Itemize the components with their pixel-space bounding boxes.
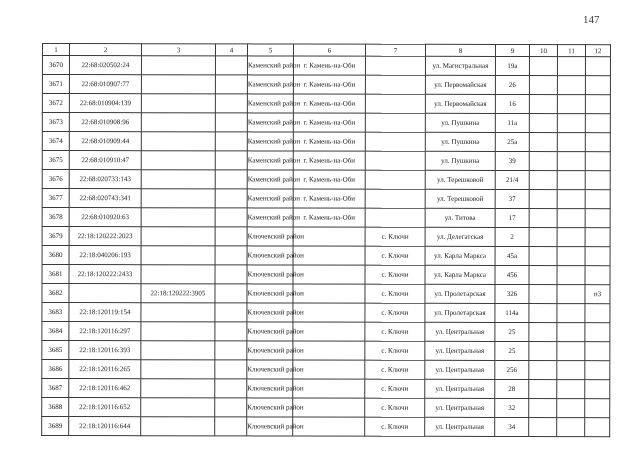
cell-column-4 [215, 75, 247, 94]
cell-column-11 [557, 380, 585, 399]
cell-district: Ключевский район [247, 398, 293, 417]
cell-column-11 [557, 361, 585, 380]
cell-house-number: 34 [495, 417, 529, 436]
cell-column-12 [585, 304, 610, 323]
cell-column-4 [215, 303, 247, 322]
cell-village [365, 94, 425, 113]
register-table [41, 43, 611, 437]
cell-town [293, 303, 365, 322]
cell-column-11 [557, 95, 585, 114]
cell-town: г. Камень-на-Оби [293, 208, 365, 227]
cell-number: 3686 [42, 360, 69, 379]
cell-house-number: 39 [495, 151, 529, 170]
cell-district: Каменский район [247, 113, 293, 132]
cell-house-number: 17 [495, 208, 529, 227]
table-row [42, 132, 610, 152]
cell-number: 3683 [42, 303, 69, 322]
cell-town: г. Камень-на-Оби [293, 113, 365, 132]
cell-village [365, 170, 425, 189]
cell-district: Ключевский район [247, 322, 293, 341]
cell-cadastral-number: 22:18:040206:193 [69, 246, 141, 265]
cell-column-10 [529, 285, 557, 304]
cell-column-10 [529, 380, 557, 399]
cell-column-4 [215, 341, 247, 360]
cell-house-number: 19а [495, 56, 529, 75]
cell-district: Каменский район [247, 208, 293, 227]
cell-house-number: 45а [495, 246, 529, 265]
cell-district: Каменский район [247, 75, 293, 94]
cell-number: 3673 [42, 113, 69, 132]
cell-column-3 [141, 360, 215, 379]
cell-number: 3688 [42, 398, 69, 417]
cell-town: г. Камень-на-Оби [293, 170, 365, 189]
cell-column-10 [529, 399, 557, 418]
cell-town: г. Камень-на-Оби [293, 189, 365, 208]
table-row [42, 151, 610, 171]
cell-cadastral-number: 22:68:020733:143 [69, 170, 141, 189]
cell-column-4 [215, 170, 247, 189]
table-row [42, 227, 610, 247]
table-row [42, 398, 610, 418]
cell-street: ул. Пролетарская [425, 284, 495, 303]
page-number: 147 [583, 14, 600, 26]
cell-column-12 [585, 380, 610, 399]
table-row [42, 208, 610, 228]
cell-cadastral-number: 22:68:020502:24 [69, 56, 141, 75]
cell-column-4 [215, 322, 247, 341]
cell-column-3 [141, 322, 215, 341]
cell-village [365, 151, 425, 170]
cell-number: 3676 [42, 170, 69, 189]
cell-house-number: 26 [495, 75, 529, 94]
cell-town [293, 322, 365, 341]
cell-town [293, 398, 365, 417]
cell-column-3 [141, 94, 215, 113]
cell-village: с. Ключи [365, 417, 425, 436]
cell-village: с. Ключи [365, 265, 425, 284]
cell-house-number: 37 [495, 189, 529, 208]
cell-house-number: 326 [495, 284, 529, 303]
column-header: 9 [495, 44, 529, 56]
cell-column-12 [585, 209, 610, 228]
cell-column-12 [585, 247, 610, 266]
cell-column-3 [141, 75, 215, 94]
cell-street: ул. Центральная [425, 398, 495, 417]
cell-column-11 [557, 76, 585, 95]
cell-column-10 [529, 228, 557, 247]
cell-column-12 [585, 342, 610, 361]
cell-cadastral-number: 22:18:120116:652 [69, 398, 141, 417]
table-row [42, 303, 610, 323]
cell-column-3 [141, 341, 215, 360]
cell-cadastral-number: 22:18:120222:2023 [69, 227, 141, 246]
cell-column-4 [215, 208, 247, 227]
cell-column-11 [557, 209, 585, 228]
cell-column-4 [215, 113, 247, 132]
cell-street: ул. Центральная [425, 360, 495, 379]
cell-column-4 [215, 379, 247, 398]
column-header: 5 [247, 44, 293, 56]
table-row [42, 284, 610, 304]
cell-column-10 [529, 361, 557, 380]
cell-column-4 [215, 360, 247, 379]
cell-number: 3684 [42, 322, 69, 341]
column-header: 7 [365, 44, 425, 56]
cell-number: 3677 [42, 189, 69, 208]
cell-house-number: 21/4 [495, 170, 529, 189]
cell-column-4 [215, 189, 247, 208]
cell-number: 3680 [42, 246, 69, 265]
cell-column-10 [529, 76, 557, 95]
cell-village [365, 132, 425, 151]
cell-cadastral-number: 22:68:010904:139 [69, 94, 141, 113]
table-row [42, 113, 610, 133]
cell-town [293, 284, 365, 303]
cell-house-number: 11а [495, 113, 529, 132]
cell-column-11 [557, 304, 585, 323]
cell-village: с. Ключи [365, 227, 425, 246]
cell-column-11 [557, 57, 585, 76]
cell-town [293, 265, 365, 284]
cell-street: ул. Магистральная [425, 56, 495, 75]
cell-column-10 [529, 247, 557, 266]
cell-house-number: 456 [495, 265, 529, 284]
cell-column-10 [529, 152, 557, 171]
cell-column-12 [585, 228, 610, 247]
cell-column-11 [557, 247, 585, 266]
cell-column-12 [585, 399, 610, 418]
cell-column-10 [529, 323, 557, 342]
table-row [42, 360, 610, 380]
cell-column-10 [529, 190, 557, 209]
column-header: 11 [557, 45, 585, 57]
cell-cadastral-number: 22:68:010920:63 [69, 208, 141, 227]
cell-cadastral-number: 22:68:010908:96 [69, 113, 141, 132]
cell-district: Каменский район [247, 94, 293, 113]
cell-column-4 [215, 151, 247, 170]
cell-district: Каменский район [247, 170, 293, 189]
cell-house-number: 16 [495, 94, 529, 113]
cell-street: ул. Пушкина [425, 132, 495, 151]
cell-cadastral-number: 22:18:120116:644 [69, 417, 141, 436]
cell-column-10 [529, 266, 557, 285]
cell-street: ул. Центральная [425, 341, 495, 360]
cell-district: Ключевский район [247, 341, 293, 360]
cell-column-10 [529, 133, 557, 152]
table-row [42, 170, 610, 190]
cell-district: Каменский район [247, 151, 293, 170]
cell-column-4 [215, 265, 247, 284]
cell-column-12 [585, 76, 610, 95]
table-row [42, 246, 610, 266]
cell-district: Ключевский район [247, 265, 293, 284]
cell-town [293, 341, 365, 360]
cell-number: 3689 [42, 417, 69, 436]
cell-number: 3671 [42, 75, 69, 94]
cell-column-12 [585, 114, 610, 133]
cell-town: г. Камень-на-Оби [293, 56, 365, 75]
cell-street: ул. Делегатская [425, 227, 495, 246]
cell-village [365, 189, 425, 208]
cell-column-11 [557, 152, 585, 171]
cell-street: ул. Центральная [425, 417, 495, 436]
cell-cadastral-number: 22:68:010909:44 [69, 132, 141, 151]
cell-column-3 [141, 208, 215, 227]
cell-cadastral-number: 22:18:120119:154 [69, 303, 141, 322]
cell-column-3 [141, 398, 215, 417]
cell-column-11 [557, 133, 585, 152]
cell-column-10 [529, 171, 557, 190]
cell-cadastral-number: 22:18:120116:393 [69, 341, 141, 360]
cell-column-4 [215, 398, 247, 417]
cell-street: ул. Пушкина [425, 113, 495, 132]
table-row [42, 189, 610, 209]
cell-column-12 [585, 361, 610, 380]
cell-town: г. Камень-на-Оби [293, 132, 365, 151]
cell-column-11 [557, 114, 585, 133]
cell-district: Ключевский район [247, 379, 293, 398]
cell-number: 3675 [42, 151, 69, 170]
cell-town [293, 417, 365, 436]
cell-street: ул. Центральная [425, 322, 495, 341]
cell-number: 3670 [42, 56, 69, 75]
cell-column-3 [141, 132, 215, 151]
cell-column-12 [585, 190, 610, 209]
cell-town: г. Камень-на-Оби [293, 75, 365, 94]
cell-column-3 [141, 227, 215, 246]
cell-number: 3687 [42, 379, 69, 398]
cell-column-3 [141, 56, 215, 75]
cell-village: с. Ключи [365, 379, 425, 398]
cell-column-10 [529, 95, 557, 114]
cell-column-12 [585, 418, 610, 437]
cell-town: г. Камень-на-Оби [293, 151, 365, 170]
cell-column-11 [557, 342, 585, 361]
cell-street: ул. Пролетарская [425, 303, 495, 322]
cell-cadastral-number: 22:68:020743:341 [69, 189, 141, 208]
cell-column-12 [585, 171, 610, 190]
cell-number: 3674 [42, 132, 69, 151]
cell-village [365, 113, 425, 132]
table-row [42, 94, 610, 114]
cell-column-11 [557, 285, 585, 304]
cell-district: Каменский район [247, 132, 293, 151]
column-header: 4 [215, 44, 247, 56]
cell-street: ул. Карла Маркса [425, 265, 495, 284]
cell-number: 3682 [42, 284, 69, 303]
cell-street: ул. Терешковой [425, 189, 495, 208]
cell-village: с. Ключи [365, 341, 425, 360]
cell-number: 3672 [42, 94, 69, 113]
cell-column-3 [141, 417, 215, 436]
cell-district: Ключевский район [247, 360, 293, 379]
cell-column-12 [585, 57, 610, 76]
cell-column-10 [529, 114, 557, 133]
cell-column-12 [585, 152, 610, 171]
cell-column-4 [215, 284, 247, 303]
cell-district: Ключевский район [247, 303, 293, 322]
cell-column-10 [529, 418, 557, 437]
cell-column-11 [557, 171, 585, 190]
table-row [42, 75, 610, 95]
cell-house-number: 32 [495, 398, 529, 417]
cell-column-11 [557, 323, 585, 342]
cell-village: с. Ключи [365, 360, 425, 379]
cell-district: Ключевский район [247, 246, 293, 265]
cell-column-11 [557, 418, 585, 437]
cell-village [365, 208, 425, 227]
cell-district: Ключевский район [247, 227, 293, 246]
cell-column-3 [141, 113, 215, 132]
cell-house-number: 256 [495, 360, 529, 379]
cell-number: 3685 [42, 341, 69, 360]
cell-house-number: 25а [495, 132, 529, 151]
column-header: 8 [425, 44, 495, 56]
cell-district: Ключевский район [247, 284, 293, 303]
table-row [42, 417, 610, 437]
cell-village: с. Ключи [365, 284, 425, 303]
cell-column-3 [141, 170, 215, 189]
cell-column-3 [141, 151, 215, 170]
cell-street: ул. Терешковой [425, 170, 495, 189]
cell-column-3 [141, 265, 215, 284]
cell-cadastral-number: 22:18:120116:462 [69, 379, 141, 398]
cell-column-12 [585, 323, 610, 342]
column-header: 2 [69, 44, 141, 56]
column-header: 6 [293, 44, 365, 56]
cell-district: Ключевский район [247, 417, 293, 436]
cell-town: г. Камень-на-Оби [293, 94, 365, 113]
cell-number: 3678 [42, 208, 69, 227]
cell-street: ул. Карла Маркса [425, 246, 495, 265]
cell-house-number: 25 [495, 322, 529, 341]
table-row [42, 265, 610, 285]
cell-cadastral-number: 22:68:010910:47 [69, 151, 141, 170]
cell-town [293, 246, 365, 265]
cell-village: с. Ключи [365, 322, 425, 341]
cell-street: ул. Титова [425, 208, 495, 227]
cell-column-11 [557, 266, 585, 285]
cell-column-12: п3 [585, 285, 610, 304]
cell-column-3 [141, 189, 215, 208]
cell-cadastral-number: 22:18:120222:2433 [69, 265, 141, 284]
cell-street: ул. Центральная [425, 379, 495, 398]
cell-house-number: 25 [495, 341, 529, 360]
cell-column-4 [215, 56, 247, 75]
cell-town [293, 227, 365, 246]
cell-cadastral-number [69, 284, 141, 303]
table-row [42, 341, 610, 361]
cell-column-12 [585, 133, 610, 152]
cell-village: с. Ключи [365, 398, 425, 417]
cell-street: ул. Первомайская [425, 75, 495, 94]
cell-column-10 [529, 57, 557, 76]
cell-column-3 [141, 379, 215, 398]
cell-column-4 [215, 246, 247, 265]
cell-village: с. Ключи [365, 303, 425, 322]
cell-column-3: 22:18:120222:3905 [141, 284, 215, 303]
cell-village [365, 75, 425, 94]
cell-street: ул. Пушкина [425, 151, 495, 170]
cell-column-12 [585, 95, 610, 114]
cell-column-4 [215, 132, 247, 151]
cell-number: 3679 [42, 227, 69, 246]
cell-town [293, 379, 365, 398]
column-header: 3 [141, 44, 215, 56]
cell-district: Каменский район [247, 189, 293, 208]
cell-house-number: 28 [495, 379, 529, 398]
table-row [42, 322, 610, 342]
cell-house-number: 2 [495, 227, 529, 246]
cell-village [365, 56, 425, 75]
column-header: 10 [529, 45, 557, 57]
cell-district: Каменский район [247, 56, 293, 75]
cell-column-11 [557, 190, 585, 209]
table-row [42, 56, 610, 76]
column-header: 1 [42, 44, 69, 56]
cell-column-4 [215, 417, 247, 436]
cell-column-3 [141, 246, 215, 265]
cell-number: 3681 [42, 265, 69, 284]
cell-column-11 [557, 399, 585, 418]
table-row [42, 379, 610, 399]
cell-column-3 [141, 303, 215, 322]
cell-column-11 [557, 228, 585, 247]
cell-cadastral-number: 22:18:120116:297 [69, 322, 141, 341]
cell-column-12 [585, 266, 610, 285]
register-body [42, 56, 611, 437]
cell-column-4 [215, 94, 247, 113]
cell-village: с. Ключи [365, 246, 425, 265]
column-header: 12 [585, 45, 610, 57]
cell-town [293, 360, 365, 379]
cell-column-10 [529, 304, 557, 323]
cell-street: ул. Первомайская [425, 94, 495, 113]
cell-house-number: 114а [495, 303, 529, 322]
cell-column-10 [529, 209, 557, 228]
cell-column-10 [529, 342, 557, 361]
cell-cadastral-number: 22:68:010907:77 [69, 75, 141, 94]
cell-column-4 [215, 227, 247, 246]
cell-cadastral-number: 22:18:120116:265 [69, 360, 141, 379]
